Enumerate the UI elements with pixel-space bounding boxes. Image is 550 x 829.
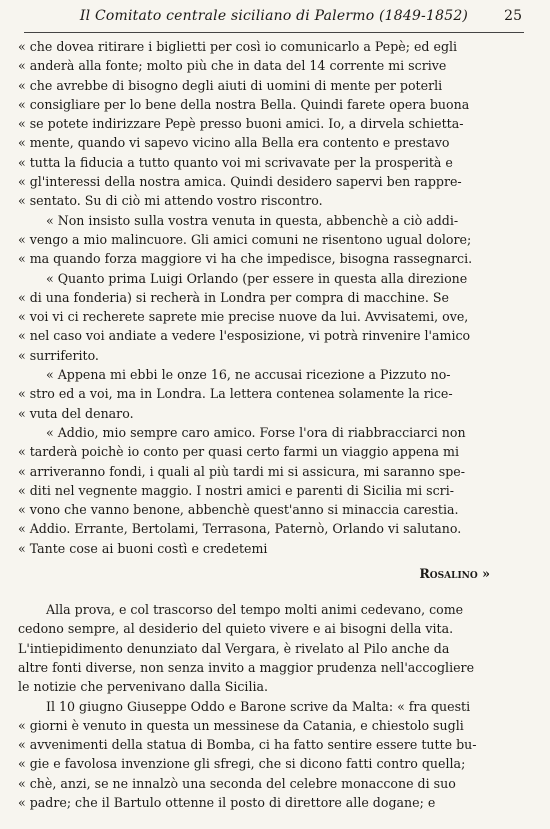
letter-quote xyxy=(18,37,530,812)
text-line: « diti nel vegnente maggio. I nostri amici e parenti di Sicilia mi scri- xyxy=(18,482,454,498)
text-line: Il 10 giugno Giuseppe Oddo e Barone scrive da Malta: « fra questi xyxy=(46,698,471,714)
text-line: « chè, anzi, se ne innalzò una seconda del celebre monaccone di suo xyxy=(18,775,456,791)
text-line: « gl'interessi della nostra amica. Quindi desidero sapervi ben rappre- xyxy=(18,174,462,190)
running-header xyxy=(24,8,524,33)
text-line: « di una fonderia) si recherà in Londra per compra di macchine. Se xyxy=(18,289,449,305)
text-line: « anderà alla fonte; molto più che in data del 14 corrente mi scrive xyxy=(18,58,447,74)
text-line: « giorni è venuto in questa un messinese da Catania, e chiestolo sugli xyxy=(18,717,464,733)
letter-paragraph-4 xyxy=(18,365,530,423)
text-line: « nel caso voi andiate a vedere l'esposizione, vi potrà rinvenire l'amico xyxy=(18,328,471,344)
text-line: « se potete indirizzare Pepè presso buoni amici. Io, a dirvela schietta- xyxy=(18,116,464,132)
letter-paragraph-5 xyxy=(18,423,530,558)
text-line: « che dovea ritirare i biglietti per così io comunicarlo a Pepè; ed egli xyxy=(18,39,458,54)
text-line: « che avrebbe di bisogno degli aiuti di uomini di mente per poterli xyxy=(18,77,443,93)
letter-paragraph-1 xyxy=(18,37,530,211)
text-line: « vono che vanno benone, abbenchè quest'anno si minaccia carestia. xyxy=(18,502,459,518)
text-line: « Addio, mio sempre caro amico. Forse l'ora di riabbracciarci non xyxy=(46,424,466,440)
text-line: Alla prova, e col trascorso del tempo molti animi cedevano, come xyxy=(46,602,464,618)
letter-signature: Rosalino » xyxy=(419,566,490,582)
text-line: « avvenimenti della statua di Bomba, ci ha fatto sentire essere tutte bu- xyxy=(18,737,477,753)
text-line: « padre; che il Bartulo ottenne il posto di direttore alle dogane; e xyxy=(18,794,436,810)
text-line: « ma quando forza maggiore vi ha che impedisce, bisogna rassegnarci. xyxy=(18,251,473,267)
header-title: Il Comitato centrale siciliano di Palermo (1849-1852) xyxy=(79,8,469,24)
text-line: « Tante cose ai buoni costì e credetemi xyxy=(18,540,268,556)
letter-paragraph-3 xyxy=(18,269,530,365)
prose-paragraph-2 xyxy=(18,697,530,813)
text-line: « Appena mi ebbi le onze 16, ne accusai ricezione a Pizzuto no- xyxy=(46,367,451,383)
text-line: le notizie che pervenivano dalla Sicilia. xyxy=(18,679,269,695)
text-line: « vuta del denaro. xyxy=(18,405,134,421)
text-line: altre fonti diverse, non senza invito a maggior prudenza nell'accogliere xyxy=(18,659,475,675)
text-line: « Addio. Errante, Bertolami, Terrasona, Paternò, Orlando vi salutano. xyxy=(18,521,462,537)
text-line: cedono sempre, al desiderio del quieto vivere e ai bisogni della vita. xyxy=(18,621,454,637)
text-line: « mente, quando vi sapevo vicino alla Bella era contento e prestavo xyxy=(18,135,450,151)
prose-paragraph-1 xyxy=(18,600,530,696)
text-line: « sentato. Su di ciò mi attendo vostro riscontro. xyxy=(18,193,323,209)
text-line: « surriferito. xyxy=(18,347,99,363)
text-line: « arriveranno fondi, i quali al più tardi mi si assicura, mi saranno spe- xyxy=(18,463,465,479)
text-line: « tutta la fiducia a tutto quanto voi mi scrivavate per la prosperità e xyxy=(18,154,453,170)
text-line: « vengo a mio malincuore. Gli amici comuni ne risentono ugual dolore; xyxy=(18,231,472,247)
text-line: « consigliare per lo bene della nostra Bella. Quindi farete opera buona xyxy=(18,96,470,112)
text-line: « voi vi ci recherete saprete mie precise nuove da lui. Avvisatemi, ove, xyxy=(18,309,469,325)
text-line: « Non insisto sulla vostra venuta in questa, abbenchè a ciò addi- xyxy=(46,212,459,228)
text-line: « stro ed a voi, ma in Londra. La lettera conteneа solamente la rice- xyxy=(18,386,453,402)
text-line: L'intiepidimento denunziato dal Vergara, è rivelato al Pilo anche da xyxy=(18,640,450,656)
letter-paragraph-2 xyxy=(18,211,530,269)
text-line: « gie e favolosa invenzione gli sfregi, che si dicono fatti contro quella; xyxy=(18,756,466,772)
page-number: 25 xyxy=(504,8,522,24)
text-line: « tarderà poichè io conto per quasi certo farmi un viaggio appena mi xyxy=(18,444,459,460)
text-line: « Quanto prima Luigi Orlando (per essere in questa alla direzione xyxy=(46,270,468,286)
